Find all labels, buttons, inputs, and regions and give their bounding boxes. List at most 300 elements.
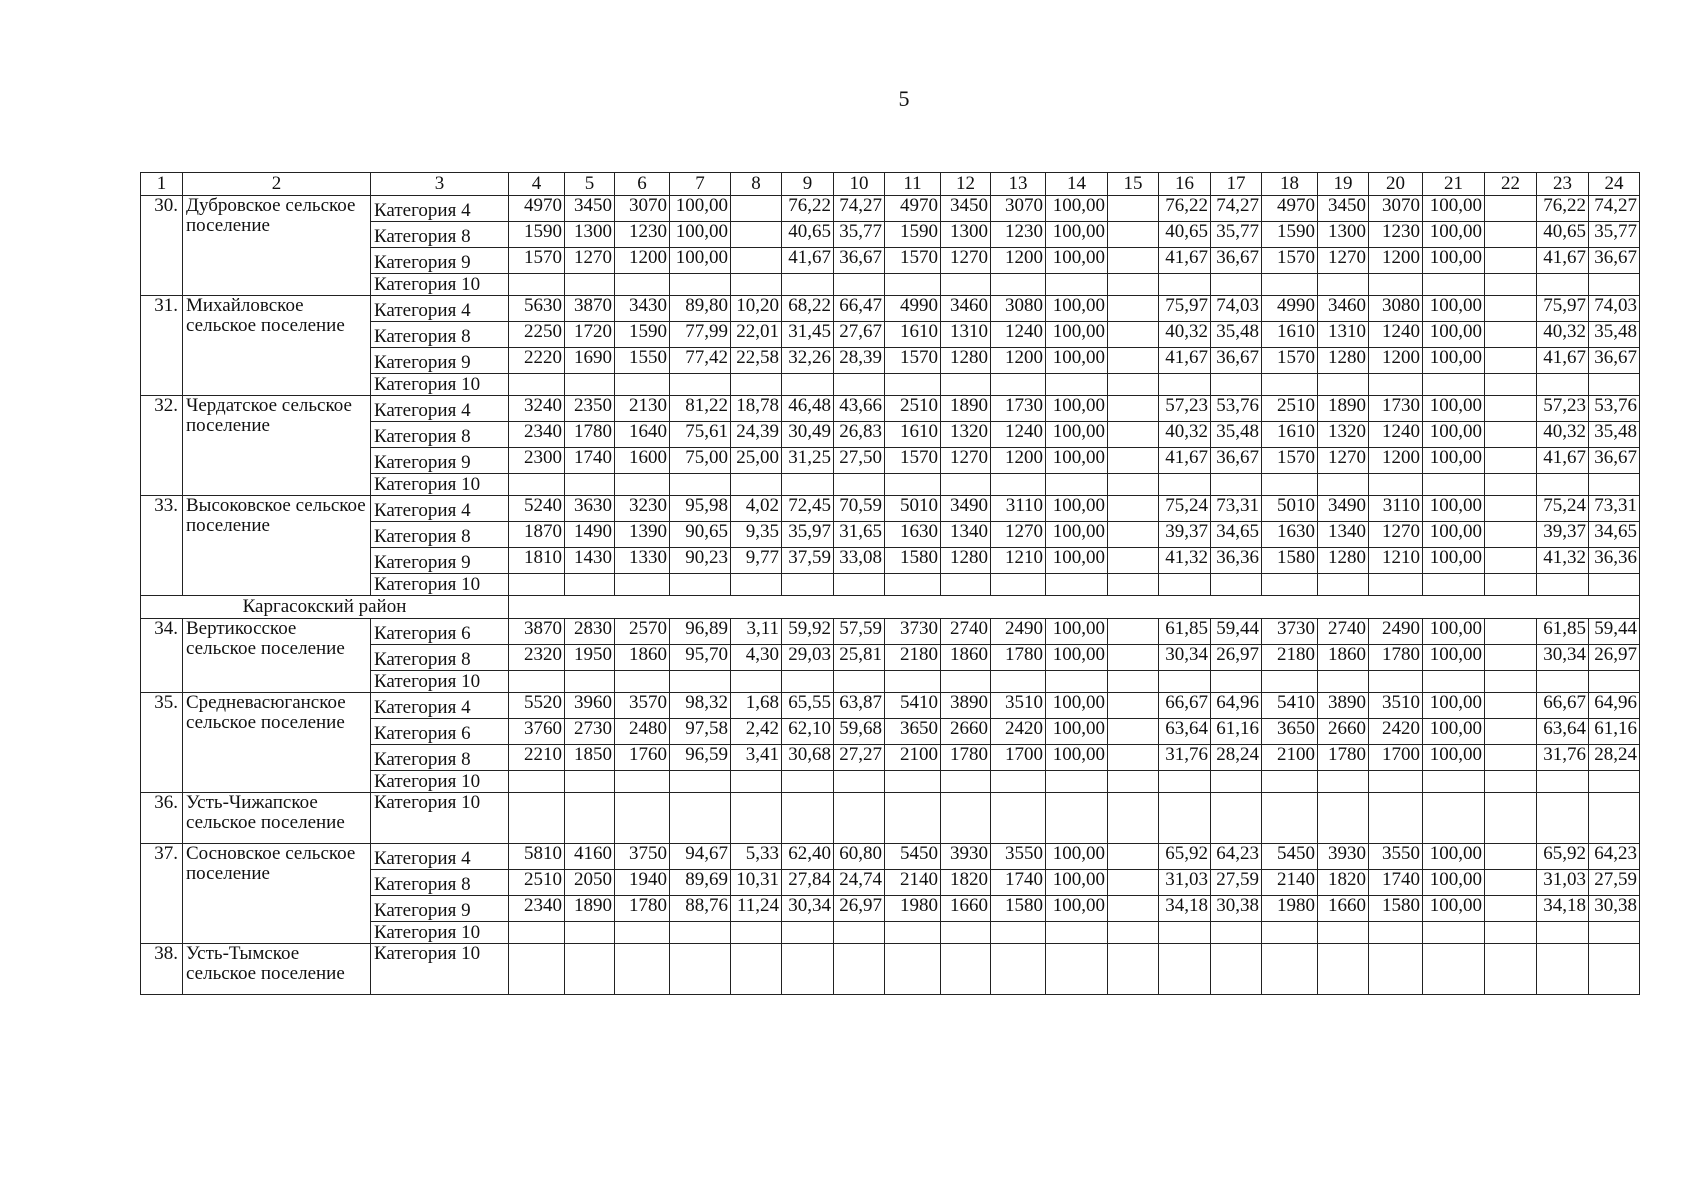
table-cell bbox=[731, 922, 782, 944]
table-cell: 1,68 bbox=[731, 693, 782, 719]
table-cell bbox=[941, 274, 991, 296]
table-cell: 100,00 bbox=[670, 248, 731, 274]
table-cell: 3240 bbox=[509, 396, 565, 422]
table-cell: 2140 bbox=[1262, 870, 1318, 896]
table-cell: 2100 bbox=[1262, 745, 1318, 771]
table-cell bbox=[1485, 348, 1537, 374]
table-cell: 11,24 bbox=[731, 896, 782, 922]
table-cell: 1940 bbox=[615, 870, 670, 896]
table-cell: 41,67 bbox=[782, 248, 834, 274]
table-cell: 36,67 bbox=[1211, 448, 1262, 474]
table-row bbox=[141, 196, 1640, 222]
table-cell: 4,02 bbox=[731, 496, 782, 522]
table-cell: 1760 bbox=[615, 745, 670, 771]
table-cell: 100,00 bbox=[1423, 844, 1485, 870]
category-label: Категория 10 bbox=[371, 771, 509, 793]
table-cell bbox=[1159, 771, 1211, 793]
table-cell: 3870 bbox=[509, 619, 565, 645]
table-cell bbox=[1262, 574, 1318, 596]
table-cell: 1780 bbox=[941, 745, 991, 771]
table-cell: 31,25 bbox=[782, 448, 834, 474]
table-cell: 3070 bbox=[991, 196, 1046, 222]
table-cell bbox=[565, 922, 615, 944]
table-cell: 5410 bbox=[885, 693, 941, 719]
table-cell bbox=[731, 793, 782, 844]
column-header: 21 bbox=[1423, 173, 1485, 196]
table-cell: 3490 bbox=[941, 496, 991, 522]
table-cell: 3750 bbox=[615, 844, 670, 870]
table-cell bbox=[1108, 745, 1159, 771]
table-cell bbox=[1423, 374, 1485, 396]
table-cell: 35,77 bbox=[1589, 222, 1640, 248]
table-cell: 1580 bbox=[1369, 896, 1423, 922]
column-header: 18 bbox=[1262, 173, 1318, 196]
table-cell bbox=[1108, 548, 1159, 574]
table-cell bbox=[1262, 944, 1318, 995]
table-cell: 1270 bbox=[1369, 522, 1423, 548]
table-cell bbox=[509, 944, 565, 995]
table-cell: 43,66 bbox=[834, 396, 885, 422]
table-cell: 1200 bbox=[991, 248, 1046, 274]
table-cell bbox=[1046, 574, 1108, 596]
table-cell bbox=[1108, 448, 1159, 474]
settlement-name: Усть-Чижапское сельское поселение bbox=[183, 793, 371, 844]
table-cell bbox=[1369, 274, 1423, 296]
table-cell: 1270 bbox=[565, 248, 615, 274]
table-cell: 1280 bbox=[1318, 548, 1369, 574]
table-cell: 64,23 bbox=[1211, 844, 1262, 870]
table-cell: 31,65 bbox=[834, 522, 885, 548]
table-cell: 31,76 bbox=[1537, 745, 1589, 771]
table-cell: 1630 bbox=[885, 522, 941, 548]
table-cell: 88,76 bbox=[670, 896, 731, 922]
table-cell: 75,24 bbox=[1537, 496, 1589, 522]
column-header: 17 bbox=[1211, 173, 1262, 196]
table-cell bbox=[782, 771, 834, 793]
table-cell bbox=[1537, 574, 1589, 596]
table-cell: 3630 bbox=[565, 496, 615, 522]
table-cell: 59,68 bbox=[834, 719, 885, 745]
table-cell: 2340 bbox=[509, 896, 565, 922]
table-cell bbox=[834, 671, 885, 693]
table-cell bbox=[834, 771, 885, 793]
table-cell bbox=[1589, 574, 1640, 596]
table-cell: 59,44 bbox=[1211, 619, 1262, 645]
table-cell bbox=[1423, 944, 1485, 995]
table-cell: 76,22 bbox=[782, 196, 834, 222]
table-cell bbox=[1262, 922, 1318, 944]
row-number: 30. bbox=[141, 196, 183, 296]
table-cell: 22,01 bbox=[731, 322, 782, 348]
table-cell: 41,67 bbox=[1537, 348, 1589, 374]
table-cell bbox=[1159, 944, 1211, 995]
table-cell: 1200 bbox=[1369, 348, 1423, 374]
table-cell: 1590 bbox=[509, 222, 565, 248]
table-cell: 1980 bbox=[885, 896, 941, 922]
category-label: Категория 8 bbox=[371, 745, 509, 771]
table-cell: 5240 bbox=[509, 496, 565, 522]
table-cell: 1230 bbox=[615, 222, 670, 248]
table-cell bbox=[1485, 645, 1537, 671]
table-cell: 100,00 bbox=[1423, 719, 1485, 745]
table-cell: 75,24 bbox=[1159, 496, 1211, 522]
settlement-name: Средневасюганское сельское поселение bbox=[183, 693, 371, 793]
table-cell bbox=[885, 274, 941, 296]
table-cell: 2510 bbox=[1262, 396, 1318, 422]
table-cell: 65,92 bbox=[1537, 844, 1589, 870]
table-cell: 1820 bbox=[1318, 870, 1369, 896]
table-cell: 34,65 bbox=[1589, 522, 1640, 548]
table-cell bbox=[782, 793, 834, 844]
table-cell bbox=[1485, 922, 1537, 944]
table-cell: 3110 bbox=[1369, 496, 1423, 522]
table-cell bbox=[565, 944, 615, 995]
table-cell: 100,00 bbox=[1046, 348, 1108, 374]
table-cell: 1270 bbox=[941, 448, 991, 474]
table-cell: 2050 bbox=[565, 870, 615, 896]
table-cell: 1310 bbox=[1318, 322, 1369, 348]
table-cell: 3,11 bbox=[731, 619, 782, 645]
table-cell bbox=[941, 944, 991, 995]
table-cell bbox=[1423, 771, 1485, 793]
table-cell bbox=[1262, 274, 1318, 296]
table-cell: 77,99 bbox=[670, 322, 731, 348]
table-cell bbox=[509, 922, 565, 944]
settlement-name: Чердатское сельское поселение bbox=[183, 396, 371, 496]
table-cell: 100,00 bbox=[1046, 645, 1108, 671]
category-label: Категория 9 bbox=[371, 348, 509, 374]
table-cell bbox=[834, 574, 885, 596]
table-cell bbox=[1423, 474, 1485, 496]
table-cell: 90,23 bbox=[670, 548, 731, 574]
table-cell: 63,64 bbox=[1159, 719, 1211, 745]
table-cell bbox=[1108, 693, 1159, 719]
table-cell bbox=[1485, 745, 1537, 771]
category-label: Категория 6 bbox=[371, 719, 509, 745]
row-number: 38. bbox=[141, 944, 183, 995]
table-cell: 24,39 bbox=[731, 422, 782, 448]
table-cell: 100,00 bbox=[1423, 548, 1485, 574]
table-cell: 95,70 bbox=[670, 645, 731, 671]
table-cell: 1580 bbox=[1262, 548, 1318, 574]
table-cell bbox=[1423, 793, 1485, 844]
table-cell: 100,00 bbox=[1046, 870, 1108, 896]
column-header: 1 bbox=[141, 173, 183, 196]
table-cell bbox=[509, 274, 565, 296]
table-cell: 59,44 bbox=[1589, 619, 1640, 645]
table-cell bbox=[941, 374, 991, 396]
table-cell: 1570 bbox=[885, 448, 941, 474]
category-label: Категория 4 bbox=[371, 496, 509, 522]
table-cell: 100,00 bbox=[1046, 322, 1108, 348]
table-cell: 4990 bbox=[885, 296, 941, 322]
table-cell bbox=[1369, 793, 1423, 844]
table-cell: 100,00 bbox=[1423, 870, 1485, 896]
table-cell: 1270 bbox=[941, 248, 991, 274]
table-cell: 4970 bbox=[1262, 196, 1318, 222]
table-cell bbox=[615, 793, 670, 844]
table-cell: 1570 bbox=[885, 248, 941, 274]
table-cell: 35,48 bbox=[1589, 422, 1640, 448]
table-cell bbox=[1485, 474, 1537, 496]
table-row bbox=[141, 944, 1640, 995]
table-cell: 2220 bbox=[509, 348, 565, 374]
table-cell: 1240 bbox=[1369, 422, 1423, 448]
table-cell: 100,00 bbox=[1046, 448, 1108, 474]
settlement-name: Дубровское сельское поселение bbox=[183, 196, 371, 296]
table-cell: 3110 bbox=[991, 496, 1046, 522]
table-cell: 1640 bbox=[615, 422, 670, 448]
table-cell: 5810 bbox=[509, 844, 565, 870]
category-label: Категория 10 bbox=[371, 274, 509, 296]
table-cell bbox=[1485, 248, 1537, 274]
table-cell: 1330 bbox=[615, 548, 670, 574]
table-cell: 74,27 bbox=[834, 196, 885, 222]
table-cell: 100,00 bbox=[1046, 248, 1108, 274]
table-cell bbox=[1423, 274, 1485, 296]
table-cell bbox=[885, 944, 941, 995]
table-cell: 2510 bbox=[885, 396, 941, 422]
table-cell bbox=[1108, 574, 1159, 596]
table-cell: 35,48 bbox=[1211, 322, 1262, 348]
table-cell: 36,67 bbox=[1589, 448, 1640, 474]
table-cell bbox=[670, 922, 731, 944]
table-cell bbox=[834, 793, 885, 844]
table-cell: 95,98 bbox=[670, 496, 731, 522]
table-cell: 1740 bbox=[1369, 870, 1423, 896]
table-cell: 40,65 bbox=[1537, 222, 1589, 248]
column-header: 20 bbox=[1369, 173, 1423, 196]
table-cell bbox=[731, 248, 782, 274]
table-cell: 3450 bbox=[941, 196, 991, 222]
table-cell: 1590 bbox=[1262, 222, 1318, 248]
table-cell: 2340 bbox=[509, 422, 565, 448]
table-cell bbox=[670, 574, 731, 596]
table-cell: 36,67 bbox=[1589, 348, 1640, 374]
column-header: 19 bbox=[1318, 173, 1369, 196]
table-cell: 2,42 bbox=[731, 719, 782, 745]
category-label: Категория 8 bbox=[371, 645, 509, 671]
table-cell bbox=[1046, 944, 1108, 995]
table-cell bbox=[1537, 944, 1589, 995]
column-header: 2 bbox=[183, 173, 371, 196]
table-cell bbox=[615, 671, 670, 693]
page-number: 5 bbox=[898, 86, 910, 111]
table-cell bbox=[991, 474, 1046, 496]
table-cell: 2420 bbox=[991, 719, 1046, 745]
table-cell: 1810 bbox=[509, 548, 565, 574]
table-cell: 3230 bbox=[615, 496, 670, 522]
table-cell bbox=[1485, 671, 1537, 693]
category-label: Категория 6 bbox=[371, 619, 509, 645]
table-cell bbox=[565, 793, 615, 844]
table-cell bbox=[615, 574, 670, 596]
table-cell bbox=[1108, 793, 1159, 844]
table-cell bbox=[615, 474, 670, 496]
table-cell bbox=[1108, 671, 1159, 693]
category-label: Категория 8 bbox=[371, 322, 509, 348]
table-cell bbox=[1108, 496, 1159, 522]
table-cell bbox=[1262, 474, 1318, 496]
table-cell: 36,36 bbox=[1589, 548, 1640, 574]
table-cell bbox=[731, 222, 782, 248]
table-cell: 31,76 bbox=[1159, 745, 1211, 771]
table-cell: 5010 bbox=[885, 496, 941, 522]
table-cell: 57,23 bbox=[1537, 396, 1589, 422]
table-cell: 1860 bbox=[615, 645, 670, 671]
table-cell: 66,67 bbox=[1537, 693, 1589, 719]
table-cell: 66,67 bbox=[1159, 693, 1211, 719]
table-cell: 2730 bbox=[565, 719, 615, 745]
table-cell: 1570 bbox=[885, 348, 941, 374]
column-header: 10 bbox=[834, 173, 885, 196]
settlement-name: Высоковское сельское поселение bbox=[183, 496, 371, 596]
table-cell: 100,00 bbox=[1046, 196, 1108, 222]
table-cell: 100,00 bbox=[1046, 422, 1108, 448]
column-header: 22 bbox=[1485, 173, 1537, 196]
row-number: 36. bbox=[141, 793, 183, 844]
table-cell: 100,00 bbox=[1046, 222, 1108, 248]
table-cell bbox=[1108, 645, 1159, 671]
table-cell bbox=[1211, 574, 1262, 596]
table-cell bbox=[731, 771, 782, 793]
table-cell bbox=[565, 671, 615, 693]
table-cell bbox=[1485, 448, 1537, 474]
table-cell bbox=[1369, 771, 1423, 793]
table-cell bbox=[1537, 671, 1589, 693]
table-cell bbox=[1485, 793, 1537, 844]
table-cell bbox=[1046, 922, 1108, 944]
table-cell: 1390 bbox=[615, 522, 670, 548]
table-cell: 10,20 bbox=[731, 296, 782, 322]
table-cell: 1870 bbox=[509, 522, 565, 548]
table-cell bbox=[670, 374, 731, 396]
table-cell bbox=[834, 922, 885, 944]
table-cell: 2490 bbox=[1369, 619, 1423, 645]
table-cell bbox=[885, 922, 941, 944]
table-cell bbox=[1589, 274, 1640, 296]
table-cell: 53,76 bbox=[1589, 396, 1640, 422]
table-cell: 100,00 bbox=[1423, 693, 1485, 719]
table-cell bbox=[731, 574, 782, 596]
table-cell bbox=[1423, 574, 1485, 596]
table-cell bbox=[1108, 870, 1159, 896]
table-cell: 5,33 bbox=[731, 844, 782, 870]
settlement-name: Вертикосское сельское поселение bbox=[183, 619, 371, 693]
table-cell bbox=[1485, 719, 1537, 745]
table-cell: 1240 bbox=[991, 322, 1046, 348]
table-cell bbox=[1423, 671, 1485, 693]
table-cell: 3550 bbox=[991, 844, 1046, 870]
table-cell: 1780 bbox=[615, 896, 670, 922]
table-cell: 1200 bbox=[1369, 448, 1423, 474]
table-cell bbox=[1262, 374, 1318, 396]
row-number: 33. bbox=[141, 496, 183, 596]
table-cell: 61,16 bbox=[1211, 719, 1262, 745]
table-cell bbox=[1537, 793, 1589, 844]
settlement-name: Усть-Тымское сельское поселение bbox=[183, 944, 371, 995]
table-cell: 27,59 bbox=[1589, 870, 1640, 896]
table-cell: 75,00 bbox=[670, 448, 731, 474]
table-row bbox=[141, 619, 1640, 645]
column-header: 15 bbox=[1108, 173, 1159, 196]
table-cell: 1700 bbox=[1369, 745, 1423, 771]
table-cell bbox=[991, 771, 1046, 793]
table-cell: 1570 bbox=[1262, 248, 1318, 274]
category-label: Категория 8 bbox=[371, 522, 509, 548]
table-cell: 100,00 bbox=[1423, 745, 1485, 771]
table-cell: 3080 bbox=[991, 296, 1046, 322]
table-cell: 1730 bbox=[991, 396, 1046, 422]
table-cell bbox=[1318, 574, 1369, 596]
table-row bbox=[141, 396, 1640, 422]
column-header: 7 bbox=[670, 173, 731, 196]
table-cell: 3650 bbox=[885, 719, 941, 745]
table-cell bbox=[782, 922, 834, 944]
table-cell: 98,32 bbox=[670, 693, 731, 719]
category-label: Категория 9 bbox=[371, 448, 509, 474]
table-cell bbox=[1108, 348, 1159, 374]
table-cell: 73,31 bbox=[1211, 496, 1262, 522]
table-cell: 3,41 bbox=[731, 745, 782, 771]
table-cell bbox=[1485, 548, 1537, 574]
header-row bbox=[141, 173, 1640, 196]
table-cell: 100,00 bbox=[1423, 396, 1485, 422]
table-cell bbox=[1211, 793, 1262, 844]
table-cell: 64,96 bbox=[1211, 693, 1262, 719]
table-row bbox=[141, 793, 1640, 844]
table-cell: 36,67 bbox=[1589, 248, 1640, 274]
table-cell: 34,18 bbox=[1537, 896, 1589, 922]
table-cell bbox=[509, 771, 565, 793]
table-cell: 3450 bbox=[1318, 196, 1369, 222]
table-cell bbox=[1108, 374, 1159, 396]
table-cell bbox=[1537, 922, 1589, 944]
table-cell bbox=[1046, 671, 1108, 693]
table-cell bbox=[782, 574, 834, 596]
table-cell: 100,00 bbox=[1423, 645, 1485, 671]
table-cell: 100,00 bbox=[1423, 348, 1485, 374]
table-cell: 1820 bbox=[941, 870, 991, 896]
table-cell bbox=[1046, 771, 1108, 793]
table-cell bbox=[1537, 374, 1589, 396]
table-cell: 30,38 bbox=[1589, 896, 1640, 922]
table-cell bbox=[1369, 374, 1423, 396]
table-cell bbox=[1485, 496, 1537, 522]
category-label: Категория 9 bbox=[371, 248, 509, 274]
table-cell: 1780 bbox=[565, 422, 615, 448]
table-cell: 26,97 bbox=[1211, 645, 1262, 671]
table-cell: 30,34 bbox=[1537, 645, 1589, 671]
table-cell bbox=[782, 474, 834, 496]
table-cell: 5410 bbox=[1262, 693, 1318, 719]
table-cell: 40,32 bbox=[1159, 322, 1211, 348]
table-cell: 2480 bbox=[615, 719, 670, 745]
table-cell bbox=[1589, 771, 1640, 793]
table-cell: 2830 bbox=[565, 619, 615, 645]
category-label: Категория 4 bbox=[371, 844, 509, 870]
table-cell: 3730 bbox=[1262, 619, 1318, 645]
table-cell: 1340 bbox=[1318, 522, 1369, 548]
table-cell bbox=[1108, 322, 1159, 348]
table-cell: 41,67 bbox=[1159, 448, 1211, 474]
table-cell: 3550 bbox=[1369, 844, 1423, 870]
table-row bbox=[141, 496, 1640, 522]
table-cell bbox=[670, 474, 731, 496]
table-cell: 100,00 bbox=[1046, 496, 1108, 522]
table-cell: 62,40 bbox=[782, 844, 834, 870]
table-cell: 100,00 bbox=[1423, 496, 1485, 522]
